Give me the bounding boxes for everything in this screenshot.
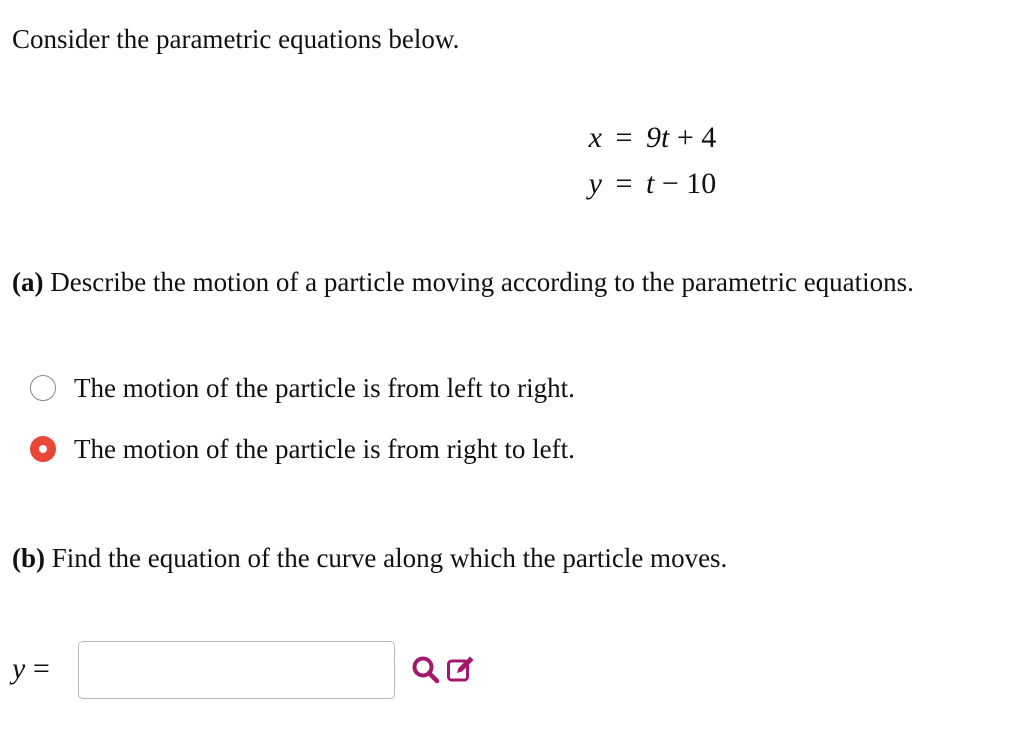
choice-label: The motion of the particle is from right to left. [74, 434, 575, 464]
equation-y-lhs: y [588, 167, 602, 200]
question-part-b [12, 541, 727, 575]
magnifier-icon[interactable] [410, 654, 440, 684]
part-a-text: Describe the motion of a particle moving according to the parametric equations. [43, 267, 914, 297]
equation-x-lhs: x [588, 121, 602, 154]
equation-x-rhs-rest: + 4 [669, 121, 717, 154]
parametric-equations [560, 115, 716, 207]
part-b-text: Find the equation of the curve along which the particle moves. [45, 543, 728, 573]
equation-x-sign: = [615, 121, 633, 154]
equation-x [560, 115, 716, 161]
equation-y [560, 161, 716, 207]
radio-button-unselected[interactable] [30, 375, 56, 401]
choice-label: The motion of the particle is from left to right. [74, 373, 575, 403]
prompt-text: Consider the parametric equations below. [12, 24, 460, 54]
answer-lhs: y [12, 652, 26, 685]
equation-x-rhs-var: 9t [646, 121, 670, 154]
question-part-a [12, 265, 914, 299]
equation-y-rhs-rest: − 10 [654, 167, 717, 200]
answer-label [12, 651, 50, 687]
answer-equals: = [25, 652, 50, 685]
equation-y-rhs [646, 161, 716, 207]
radio-button-selected[interactable] [30, 436, 56, 462]
radio-option-left-to-right[interactable] [30, 371, 575, 405]
part-b-label: (b) [12, 543, 45, 573]
radio-option-right-to-left[interactable] [30, 432, 575, 466]
answer-input[interactable] [78, 641, 395, 699]
part-a-label: (a) [12, 267, 44, 297]
equation-y-rhs-var: t [646, 167, 655, 200]
edit-icon[interactable] [446, 654, 476, 684]
equation-x-rhs [646, 115, 716, 161]
equation-y-sign: = [615, 167, 633, 200]
